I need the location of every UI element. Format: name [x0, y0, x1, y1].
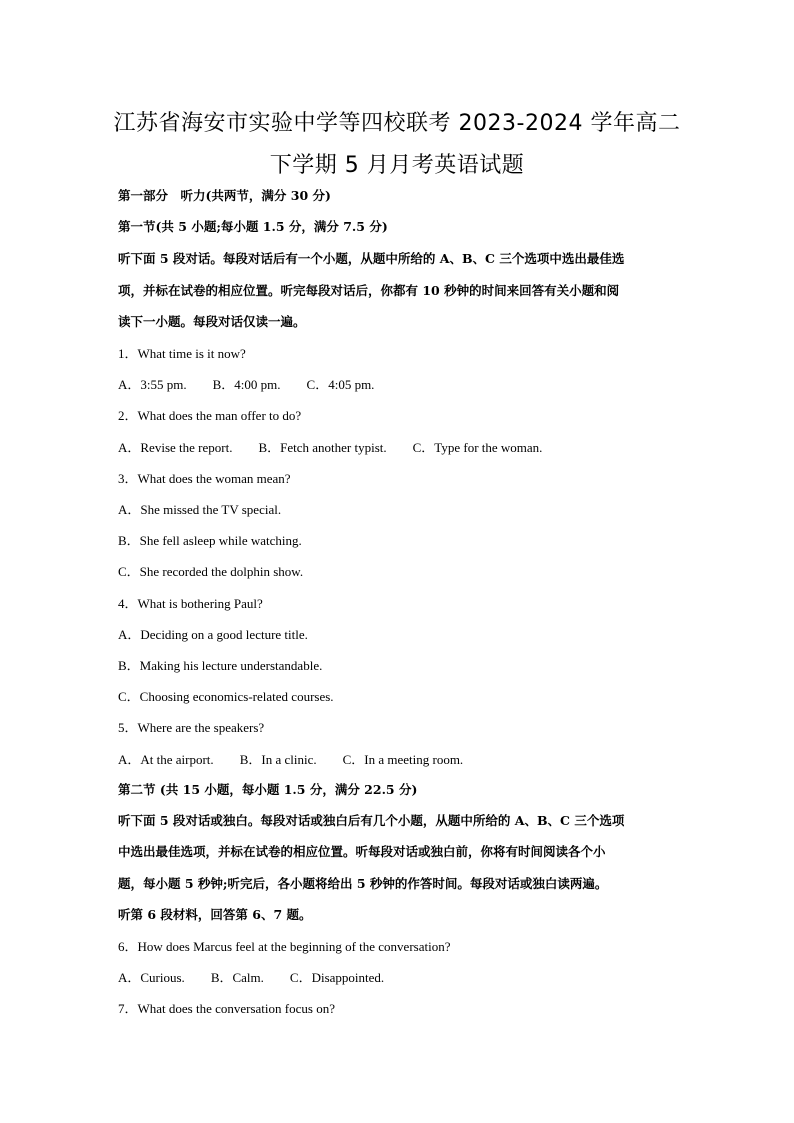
instruction-line: 读下一小题。每段对话仅读一遍。 — [118, 314, 306, 329]
material-heading: 听第 6 段材料，回答第 6、7 题。 — [118, 907, 312, 922]
option-c: C．In a meeting room. — [342, 752, 464, 767]
option-c: C．Disappointed. — [289, 970, 385, 985]
option-c: C．4:05 pm. — [306, 377, 375, 392]
instruction-line: 项，并标在试卷的相应位置。听完每段对话后，你都有 10 秒钟的时间来回答有关小题和阅 — [118, 283, 620, 298]
option-a: A．She missed the TV special. — [118, 502, 282, 517]
section-heading: 第二节 (共 15 小题，每小题 1.5 分，满分 22.5 分) — [118, 782, 418, 797]
option-row — [118, 749, 489, 768]
question-stem: 4．What is bothering Paul? — [118, 596, 263, 611]
section-heading: 第一节(共 5 小题;每小题 1.5 分，满分 7.5 分) — [118, 219, 388, 234]
instruction-line: 听下面 5 段对话或独白。每段对话或独白后有几个小题，从题中所给的 A、B、C 三个选项 — [118, 813, 625, 828]
option-b: B．Making his lecture understandable. — [118, 658, 323, 673]
option-a: A．Curious. — [118, 970, 185, 985]
option-row — [118, 437, 568, 456]
option-row — [118, 374, 400, 393]
option-c: C．Type for the woman. — [412, 440, 543, 455]
option-a: A．3:55 pm. — [118, 377, 187, 392]
part-heading: 第一部分 听力(共两节，满分 30 分) — [118, 188, 331, 203]
question-stem: 1．What time is it now? — [118, 346, 246, 361]
option-b: B．In a clinic. — [239, 752, 317, 767]
question-stem: 5．Where are the speakers? — [118, 720, 265, 735]
option-a: A．At the airport. — [118, 752, 214, 767]
option-b: B．Calm. — [210, 970, 264, 985]
question-stem: 3．What does the woman mean? — [118, 471, 291, 486]
option-b: B．Fetch another typist. — [258, 440, 387, 455]
option-a: A．Revise the report. — [118, 440, 233, 455]
option-c: C．She recorded the dolphin show. — [118, 564, 304, 579]
exam-title-line-2: 下学期 5 月月考英语试题 — [269, 153, 525, 178]
option-b: B．She fell asleep while watching. — [118, 533, 302, 548]
option-c: C．Choosing economics-related courses. — [118, 689, 334, 704]
option-a: A．Deciding on a good lecture title. — [118, 627, 308, 642]
instruction-line: 中选出最佳选项，并标在试卷的相应位置。听每段对话或独白前，你将有时间阅读各个小 — [118, 844, 606, 859]
question-stem: 2．What does the man offer to do? — [118, 408, 302, 423]
question-stem: 6．How does Marcus feel at the beginning of the conversation? — [118, 939, 451, 954]
instruction-line: 题，每小题 5 秒钟;听完后，各小题将给出 5 秒钟的作答时间。每段对话或独白读两遍。 — [118, 876, 608, 891]
question-stem: 7．What does the conversation focus on? — [118, 1001, 335, 1016]
option-b: B．4:00 pm. — [212, 377, 281, 392]
instruction-line: 听下面 5 段对话。每段对话后有一个小题，从题中所给的 A、B、C 三个选项中选出最佳选 — [118, 251, 625, 266]
option-row — [118, 967, 410, 986]
exam-title-line-1: 江苏省海安市实验中学等四校联考 2023-2024 学年高二 — [113, 111, 681, 136]
